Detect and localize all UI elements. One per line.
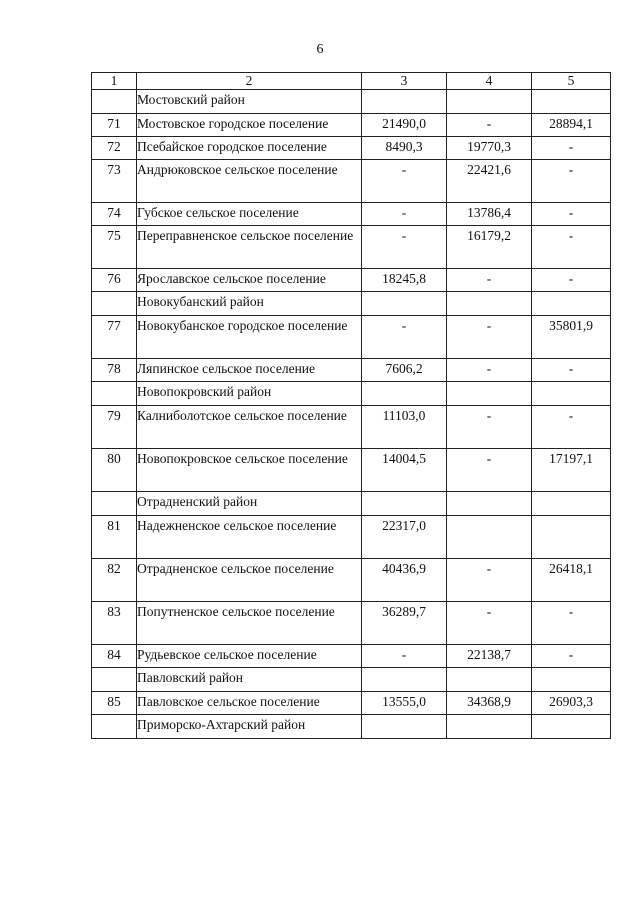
table-row (92, 269, 611, 292)
value-col-4: - (447, 114, 532, 137)
district-name: Павловский район (137, 668, 362, 692)
settlement-name: Новопокровское сельское поселение (137, 449, 362, 492)
table-row (92, 516, 611, 559)
table-group-row (92, 382, 611, 406)
value-col-4: - (447, 316, 532, 359)
value-col-3: 14004,5 (362, 449, 447, 492)
district-name: Мостовский район (137, 90, 362, 114)
budget-table (91, 72, 611, 739)
header-cell-4: 4 (447, 73, 532, 90)
value-col-3: - (362, 645, 447, 668)
value-col-5 (532, 715, 611, 739)
value-col-4 (447, 668, 532, 692)
row-number: 84 (92, 645, 137, 668)
value-col-5 (532, 668, 611, 692)
row-number (92, 668, 137, 692)
value-col-3: - (362, 160, 447, 203)
district-name: Приморско-Ахтарский район (137, 715, 362, 739)
table-row (92, 203, 611, 226)
row-number (92, 382, 137, 406)
value-col-4 (447, 492, 532, 516)
row-number: 80 (92, 449, 137, 492)
value-col-5: - (532, 645, 611, 668)
settlement-name: Переправненское сельское поселение (137, 226, 362, 269)
header-cell-5: 5 (532, 73, 611, 90)
district-name: Отрадненский район (137, 492, 362, 516)
district-name: Новокубанский район (137, 292, 362, 316)
row-number: 76 (92, 269, 137, 292)
table-row (92, 602, 611, 645)
row-number: 77 (92, 316, 137, 359)
table-group-row (92, 90, 611, 114)
row-number (92, 90, 137, 114)
table-row (92, 406, 611, 449)
value-col-4: - (447, 269, 532, 292)
table-row (92, 692, 611, 715)
value-col-4 (447, 715, 532, 739)
settlement-name: Новокубанское городское поселение (137, 316, 362, 359)
value-col-3: - (362, 226, 447, 269)
value-col-3: 36289,7 (362, 602, 447, 645)
value-col-3: 18245,8 (362, 269, 447, 292)
table-header-row (92, 73, 611, 90)
table-row (92, 137, 611, 160)
value-col-4 (447, 382, 532, 406)
table-row (92, 316, 611, 359)
value-col-4: - (447, 406, 532, 449)
value-col-3: 7606,2 (362, 359, 447, 382)
row-number: 81 (92, 516, 137, 559)
value-col-5: 28894,1 (532, 114, 611, 137)
settlement-name: Павловское сельское поселение (137, 692, 362, 715)
value-col-5: - (532, 160, 611, 203)
value-col-3: 11103,0 (362, 406, 447, 449)
value-col-5: 17197,1 (532, 449, 611, 492)
value-col-5: - (532, 269, 611, 292)
table-row (92, 160, 611, 203)
header-cell-3: 3 (362, 73, 447, 90)
row-number: 72 (92, 137, 137, 160)
table-group-row (92, 492, 611, 516)
value-col-5 (532, 292, 611, 316)
row-number: 71 (92, 114, 137, 137)
row-number: 73 (92, 160, 137, 203)
row-number: 75 (92, 226, 137, 269)
settlement-name: Ярославское сельское поселение (137, 269, 362, 292)
value-col-3 (362, 382, 447, 406)
value-col-4: 16179,2 (447, 226, 532, 269)
settlement-name: Рудьевское сельское поселение (137, 645, 362, 668)
value-col-4: 19770,3 (447, 137, 532, 160)
value-col-4 (447, 292, 532, 316)
value-col-5: 26903,3 (532, 692, 611, 715)
value-col-5 (532, 516, 611, 559)
value-col-4: - (447, 449, 532, 492)
row-number: 85 (92, 692, 137, 715)
value-col-5: - (532, 226, 611, 269)
settlement-name: Калниболотское сельское поселение (137, 406, 362, 449)
value-col-5: - (532, 406, 611, 449)
value-col-5: - (532, 359, 611, 382)
settlement-name: Губское сельское поселение (137, 203, 362, 226)
value-col-4: 22421,6 (447, 160, 532, 203)
table-row (92, 359, 611, 382)
table-row (92, 559, 611, 602)
value-col-3: 13555,0 (362, 692, 447, 715)
value-col-3: 40436,9 (362, 559, 447, 602)
table-group-row (92, 715, 611, 739)
value-col-3: - (362, 316, 447, 359)
table-group-row (92, 292, 611, 316)
value-col-3 (362, 292, 447, 316)
row-number: 74 (92, 203, 137, 226)
table-row (92, 645, 611, 668)
row-number (92, 292, 137, 316)
district-name: Новопокровский район (137, 382, 362, 406)
value-col-4: 34368,9 (447, 692, 532, 715)
value-col-5 (532, 90, 611, 114)
value-col-4: - (447, 359, 532, 382)
value-col-4: - (447, 602, 532, 645)
header-cell-1: 1 (92, 73, 137, 90)
value-col-5: - (532, 203, 611, 226)
value-col-5: 35801,9 (532, 316, 611, 359)
value-col-3: 8490,3 (362, 137, 447, 160)
row-number: 82 (92, 559, 137, 602)
value-col-4 (447, 516, 532, 559)
value-col-3: 21490,0 (362, 114, 447, 137)
value-col-3 (362, 668, 447, 692)
value-col-3: - (362, 203, 447, 226)
row-number (92, 492, 137, 516)
value-col-4: 22138,7 (447, 645, 532, 668)
row-number: 79 (92, 406, 137, 449)
row-number: 78 (92, 359, 137, 382)
settlement-name: Мостовское городское поселение (137, 114, 362, 137)
value-col-3 (362, 715, 447, 739)
header-cell-2: 2 (137, 73, 362, 90)
value-col-3 (362, 492, 447, 516)
settlement-name: Ляпинское сельское поселение (137, 359, 362, 382)
settlement-name: Попутненское сельское поселение (137, 602, 362, 645)
value-col-5: - (532, 137, 611, 160)
value-col-3: 22317,0 (362, 516, 447, 559)
table-row (92, 114, 611, 137)
value-col-5: 26418,1 (532, 559, 611, 602)
value-col-5: - (532, 602, 611, 645)
row-number (92, 715, 137, 739)
settlement-name: Надежненское сельское поселение (137, 516, 362, 559)
table-row (92, 449, 611, 492)
value-col-4: - (447, 559, 532, 602)
settlement-name: Псебайское городское поселение (137, 137, 362, 160)
settlement-name: Андрюковское сельское поселение (137, 160, 362, 203)
table-group-row (92, 668, 611, 692)
page-number: 6 (316, 42, 324, 57)
table-row (92, 226, 611, 269)
value-col-4: 13786,4 (447, 203, 532, 226)
settlement-name: Отрадненское сельское поселение (137, 559, 362, 602)
row-number: 83 (92, 602, 137, 645)
value-col-5 (532, 492, 611, 516)
value-col-4 (447, 90, 532, 114)
value-col-3 (362, 90, 447, 114)
value-col-5 (532, 382, 611, 406)
